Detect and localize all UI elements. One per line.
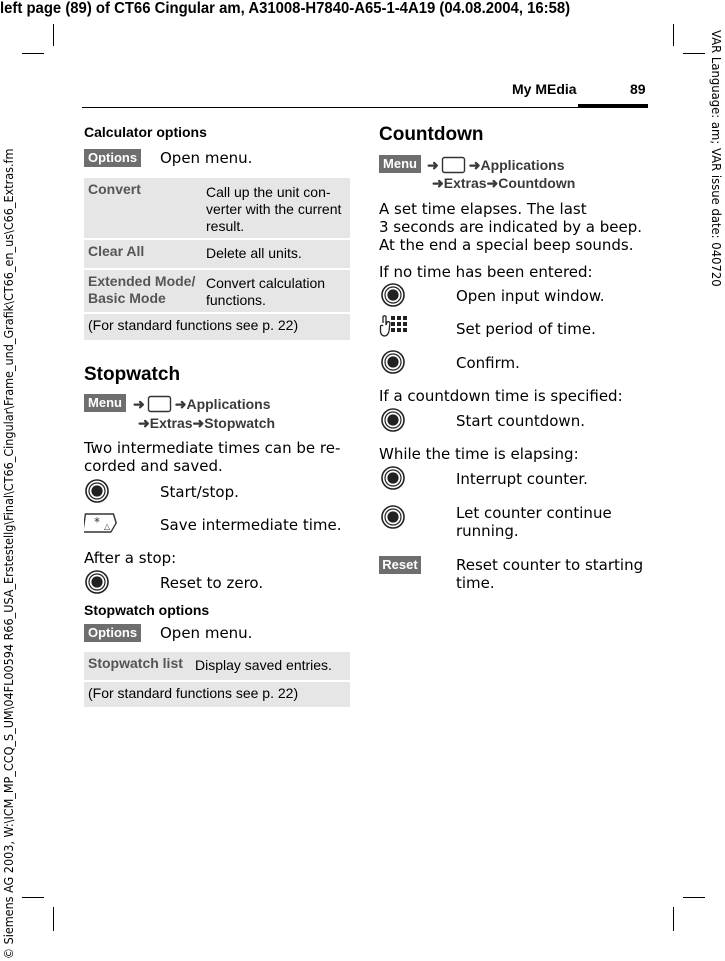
- menu-softkey[interactable]: Menu: [379, 155, 421, 173]
- arrow-right-icon: ➜: [174, 395, 187, 412]
- path-applications: Applications: [480, 157, 565, 173]
- save-intermediate-text: Save intermediate time.: [160, 516, 342, 534]
- table-note: (For standard functions see p. 22): [88, 317, 299, 333]
- crop-mark: [53, 907, 54, 931]
- table-row: [84, 652, 350, 680]
- stopwatch-options-heading: Stopwatch options: [84, 602, 210, 618]
- joystick-center-icon: [85, 479, 109, 503]
- folder-icon: [147, 395, 173, 413]
- table-row: [84, 178, 350, 238]
- table-note-row: [84, 314, 350, 340]
- stopwatch-heading: Stopwatch: [84, 364, 181, 385]
- reset-zero-text: Reset to zero.: [160, 574, 264, 592]
- options-softkey[interactable]: Options: [84, 624, 141, 642]
- table-row: [84, 240, 350, 268]
- crop-mark: [22, 897, 44, 898]
- crop-mark: [53, 24, 54, 46]
- interrupt-text: Interrupt counter.: [456, 470, 588, 488]
- crop-mark: [673, 24, 674, 46]
- running-header-title: My MEdia: [512, 81, 577, 97]
- folder-icon: [441, 156, 467, 174]
- joystick-center-icon: [381, 350, 405, 374]
- joystick-center-icon: [381, 505, 405, 529]
- menu-path: [133, 394, 270, 414]
- reset-softkey[interactable]: Reset: [379, 556, 421, 574]
- menu-path-line2: [432, 173, 575, 193]
- arrow-right-icon: ➜: [468, 156, 481, 173]
- countdown-heading: Countdown: [379, 124, 484, 145]
- open-menu-text: Open menu.: [160, 149, 253, 167]
- joystick-center-icon: [381, 408, 405, 432]
- svg-text:*: *: [94, 515, 100, 529]
- arrow-right-icon: ➜: [133, 395, 145, 412]
- joystick-center-icon: [381, 466, 405, 490]
- crop-mark: [673, 907, 674, 931]
- reset-counter-text: Reset counter to starting time.: [456, 556, 644, 592]
- arrow-right-icon: ➜: [427, 156, 439, 173]
- table-key: Convert: [88, 181, 141, 197]
- var-language-vertical: VAR Language: am; VAR issue date: 040720: [709, 30, 724, 287]
- start-countdown-text: Start countdown.: [456, 412, 585, 430]
- arrow-right-icon: ➜: [486, 174, 499, 191]
- path-extras: Extras: [443, 175, 487, 191]
- table-note: (For standard functions see p. 22): [88, 685, 299, 701]
- menu-softkey[interactable]: Menu: [84, 394, 126, 412]
- open-input-text: Open input window.: [456, 287, 605, 305]
- path-stopwatch: Stopwatch: [204, 415, 276, 431]
- confirm-text: Confirm.: [456, 354, 520, 372]
- joystick-center-icon: [85, 570, 109, 594]
- document-source-line: left page (89) of CT66 Cingular am, A31008-H7840-A65-1-4A19 (04.08.2004, 16:58): [0, 0, 571, 17]
- table-key: Extended Mode/ Basic Mode: [88, 273, 196, 306]
- header-rule-thick: [578, 104, 648, 107]
- arrow-right-icon: ➜: [192, 414, 205, 431]
- crop-mark: [22, 53, 44, 54]
- open-menu-text: Open menu.: [160, 624, 253, 642]
- calculator-options-heading: Calculator options: [84, 124, 207, 140]
- table-value: Delete all units.: [206, 245, 302, 261]
- countdown-intro: A set time elapses. The last 3 seconds are indicated by a beep. At the end a special beep sounds.: [379, 200, 643, 254]
- start-stop-text: Start/stop.: [160, 483, 239, 501]
- crop-mark: [683, 897, 705, 898]
- specified-text: If a countdown time is specified:: [379, 387, 623, 405]
- star-key-icon: [84, 510, 120, 536]
- stopwatch-intro: Two intermediate times can be re- corded and saved.: [84, 439, 341, 475]
- page-number: 89: [630, 81, 646, 97]
- menu-path: [427, 155, 564, 175]
- options-softkey[interactable]: Options: [84, 149, 141, 167]
- crop-mark: [683, 53, 705, 54]
- after-stop-text: After a stop:: [84, 549, 177, 567]
- let-continue-text: Let counter continue running.: [456, 504, 612, 540]
- joystick-center-icon: [381, 283, 405, 307]
- number-keypad-icon: [379, 314, 407, 342]
- table-key: Clear All: [88, 243, 145, 259]
- set-period-text: Set period of time.: [456, 320, 596, 338]
- no-time-text: If no time has been entered:: [379, 263, 593, 281]
- table-note-row: [84, 682, 350, 707]
- svg-text:△: △: [104, 522, 111, 531]
- while-elapsing-text: While the time is elapsing:: [379, 445, 579, 463]
- path-applications: Applications: [186, 396, 271, 412]
- arrow-right-icon: ➜: [138, 414, 150, 431]
- menu-path-line2: [138, 413, 275, 433]
- copyright-vertical: © Siemens AG 2003, W:\ICM_MP_CCQ_S_UM\04FL00594 R66_USA_Erstestellg\Final\CT66_Cingular\Frame_und_Grafik\CT66_en_us\C66_Extras.fm: [2, 148, 16, 960]
- arrow-right-icon: ➜: [432, 174, 444, 191]
- table-value: Call up the unit con- verter with the current result.: [206, 184, 342, 234]
- table-value: Display saved entries.: [195, 657, 332, 673]
- table-key: Stopwatch list: [88, 655, 183, 671]
- path-extras: Extras: [149, 415, 193, 431]
- path-countdown: Countdown: [498, 175, 576, 191]
- header-rule: [82, 107, 648, 108]
- table-row: [84, 270, 350, 312]
- table-value: Convert calculation functions.: [206, 275, 326, 308]
